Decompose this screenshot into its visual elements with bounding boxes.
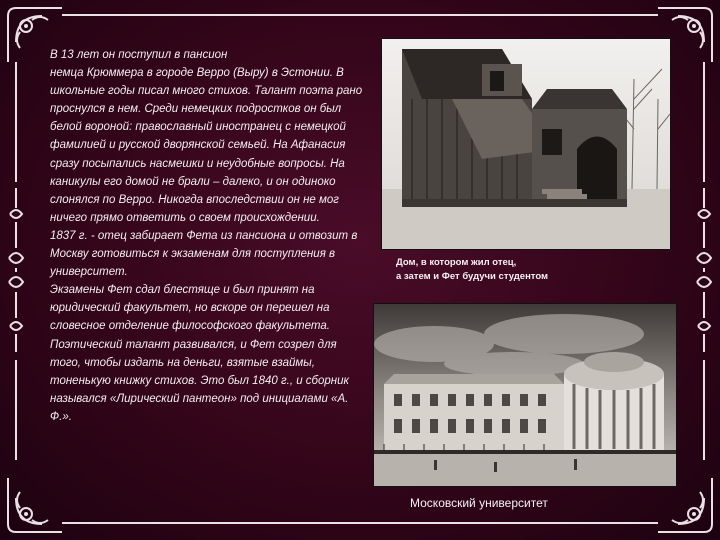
house-photo [381,38,671,250]
frame-left-line-lower [15,360,17,460]
corner-ornament-bottom-left [2,476,64,538]
frame-right-line-lower [703,360,705,460]
university-photo [373,303,677,487]
house-caption: Дом, в котором жил отец, а затем и Фет будучи студентом [396,257,549,282]
biography-text: В 13 лет он поступил в пансион немца Крюммера в городе Верро (Выру) в Эстонии. В школьные годы писал много стихов. Талант поэта рано проснулся в нем. Среди немецких подростков он был белой вороной: православный иностранец с немецкой фамилией и русской дворянской семьей. На Афанасия сразу посыпались насмешки и неудобные вопросы. На каникулы его домой не брали – далеко, и он одиноко слонялся по Верро. Никогда впоследствии он не мог ничего прямо ответить о своем происхождении. 1837 г. - отец забирает Фета из пансиона и отвозит в Москву готовиться к экзаменам для поступления в университет. Экзамены Фет сдал блестяще и был принят на юридический факультет, но вскоре он перешел на словесное отделение философского факультета. Поэтический талант развивался, и Фет созрел для того, чтобы издать на деньги, взятые взаймы, тоненькую книжку стихов. Это был 1840 г., и сборник назывался «Лирический пантеон» под инициалами «А. Ф.». [50,49,363,423]
side-ornament-left [6,188,26,352]
frame-right-line [703,62,705,182]
frame-top-line [62,14,658,16]
frame-bottom-line [62,522,658,524]
frame-left-line [15,62,17,182]
side-ornament-right [694,188,714,352]
university-caption: Московский университет [410,496,548,510]
